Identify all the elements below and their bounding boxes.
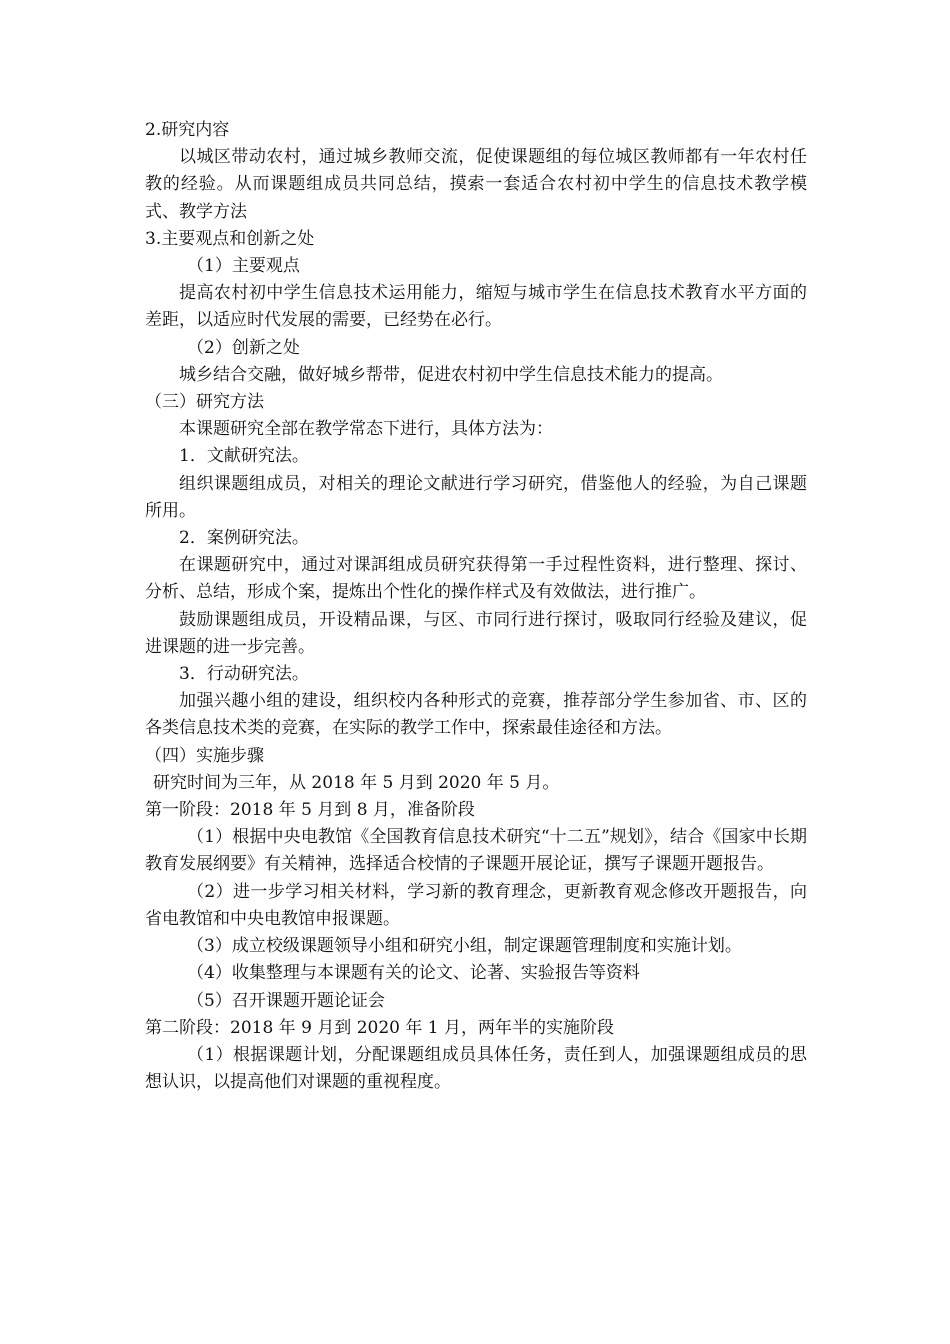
list-item: （1）根据课题计划，分配课题组成员具体任务，责任到人，加强课题组成员的思想认识，以提高他们对课题的重视程度。 xyxy=(145,1044,807,1093)
body-paragraph: 鼓励课题组成员，开设精品课，与区、市同行进行探讨，吸取同行经验及建议，促进课题的进一步完善。 xyxy=(145,609,807,657)
body-paragraph: 在课题研究中，通过对课誀组成员研究获得第一手过程性资料，进行整理、探讨、分析、总结，形成个案，提炼出个性化的操作样式及有效做法，进行推广。 xyxy=(145,555,807,603)
section-heading: （四）实施步骤 xyxy=(145,745,264,766)
subsection-heading: （1）主要观点 xyxy=(187,256,300,277)
list-item: （4）收集整理与本课题有关的论文、论著、实验报告等资料 xyxy=(187,963,640,984)
document-body xyxy=(145,117,807,1096)
body-paragraph: 以城区带动农村，通过城乡教师交流，促使课题组的每位城区教师都有一年农村任教的经验。从而课题组成员共同总结，摸索一套适合农村初中学生的信息技术教学模式、教学方法 xyxy=(145,147,807,222)
list-item: （1）根据中央电教馆《全国教育信息技术研究“十二五”规划》，结合《国家中长期教育发展纲要》有关精神，选择适合校情的子课题开展论证，撰写子课题开题报告。 xyxy=(145,827,807,875)
method-heading: 2．案例研究法。 xyxy=(179,528,309,549)
body-paragraph: 本课题研究全部在教学常态下进行，具体方法为： xyxy=(179,419,553,440)
subsection-heading: （2）创新之处 xyxy=(187,337,300,358)
body-paragraph: 研究时间为三年，从 2018 年 5 月到 2020 年 5 月。 xyxy=(153,772,560,793)
body-paragraph: 组织课题组成员，对相关的理论文献进行学习研究，借鉴他人的经验，为自己课题所用。 xyxy=(145,473,807,521)
list-item: （5）召开课题开题论证会 xyxy=(187,990,385,1011)
section-heading: 2.研究内容 xyxy=(145,120,230,140)
body-paragraph: 加强兴趣小组的建设，组织校内各种形式的竞赛，推荐部分学生参加省、市、区的各类信息技术类的竞赛，在实际的教学工作中，探索最佳途径和方法。 xyxy=(145,691,807,739)
body-paragraph: 城乡结合交融，做好城乡帮带，促进农村初中学生信息技术能力的提高。 xyxy=(179,364,723,385)
list-item: （3）成立校级课题领导小组和研究小组，制定课题管理制度和实施计划。 xyxy=(187,936,742,957)
section-heading: 3.主要观点和创新之处 xyxy=(145,228,315,249)
list-item: （2）进一步学习相关材料，学习新的教育理念，更新教育观念修改开题报告，向省电教馆和中央电教馆申报课题。 xyxy=(145,881,807,929)
method-heading: 3．行动研究法。 xyxy=(179,664,309,685)
method-heading: 1．文献研究法。 xyxy=(179,446,309,467)
phase-heading: 第二阶段：2018 年 9 月到 2020 年 1 月，两年半的实施阶段 xyxy=(145,1017,614,1038)
section-heading: （三）研究方法 xyxy=(145,392,264,413)
phase-heading: 第一阶段：2018 年 5 月到 8 月，准备阶段 xyxy=(145,800,475,821)
body-paragraph: 提高农村初中学生信息技术运用能力，缩短与城市学生在信息技术教育水平方面的差距，以适应时代发展的需要，已经势在必行。 xyxy=(145,283,807,331)
